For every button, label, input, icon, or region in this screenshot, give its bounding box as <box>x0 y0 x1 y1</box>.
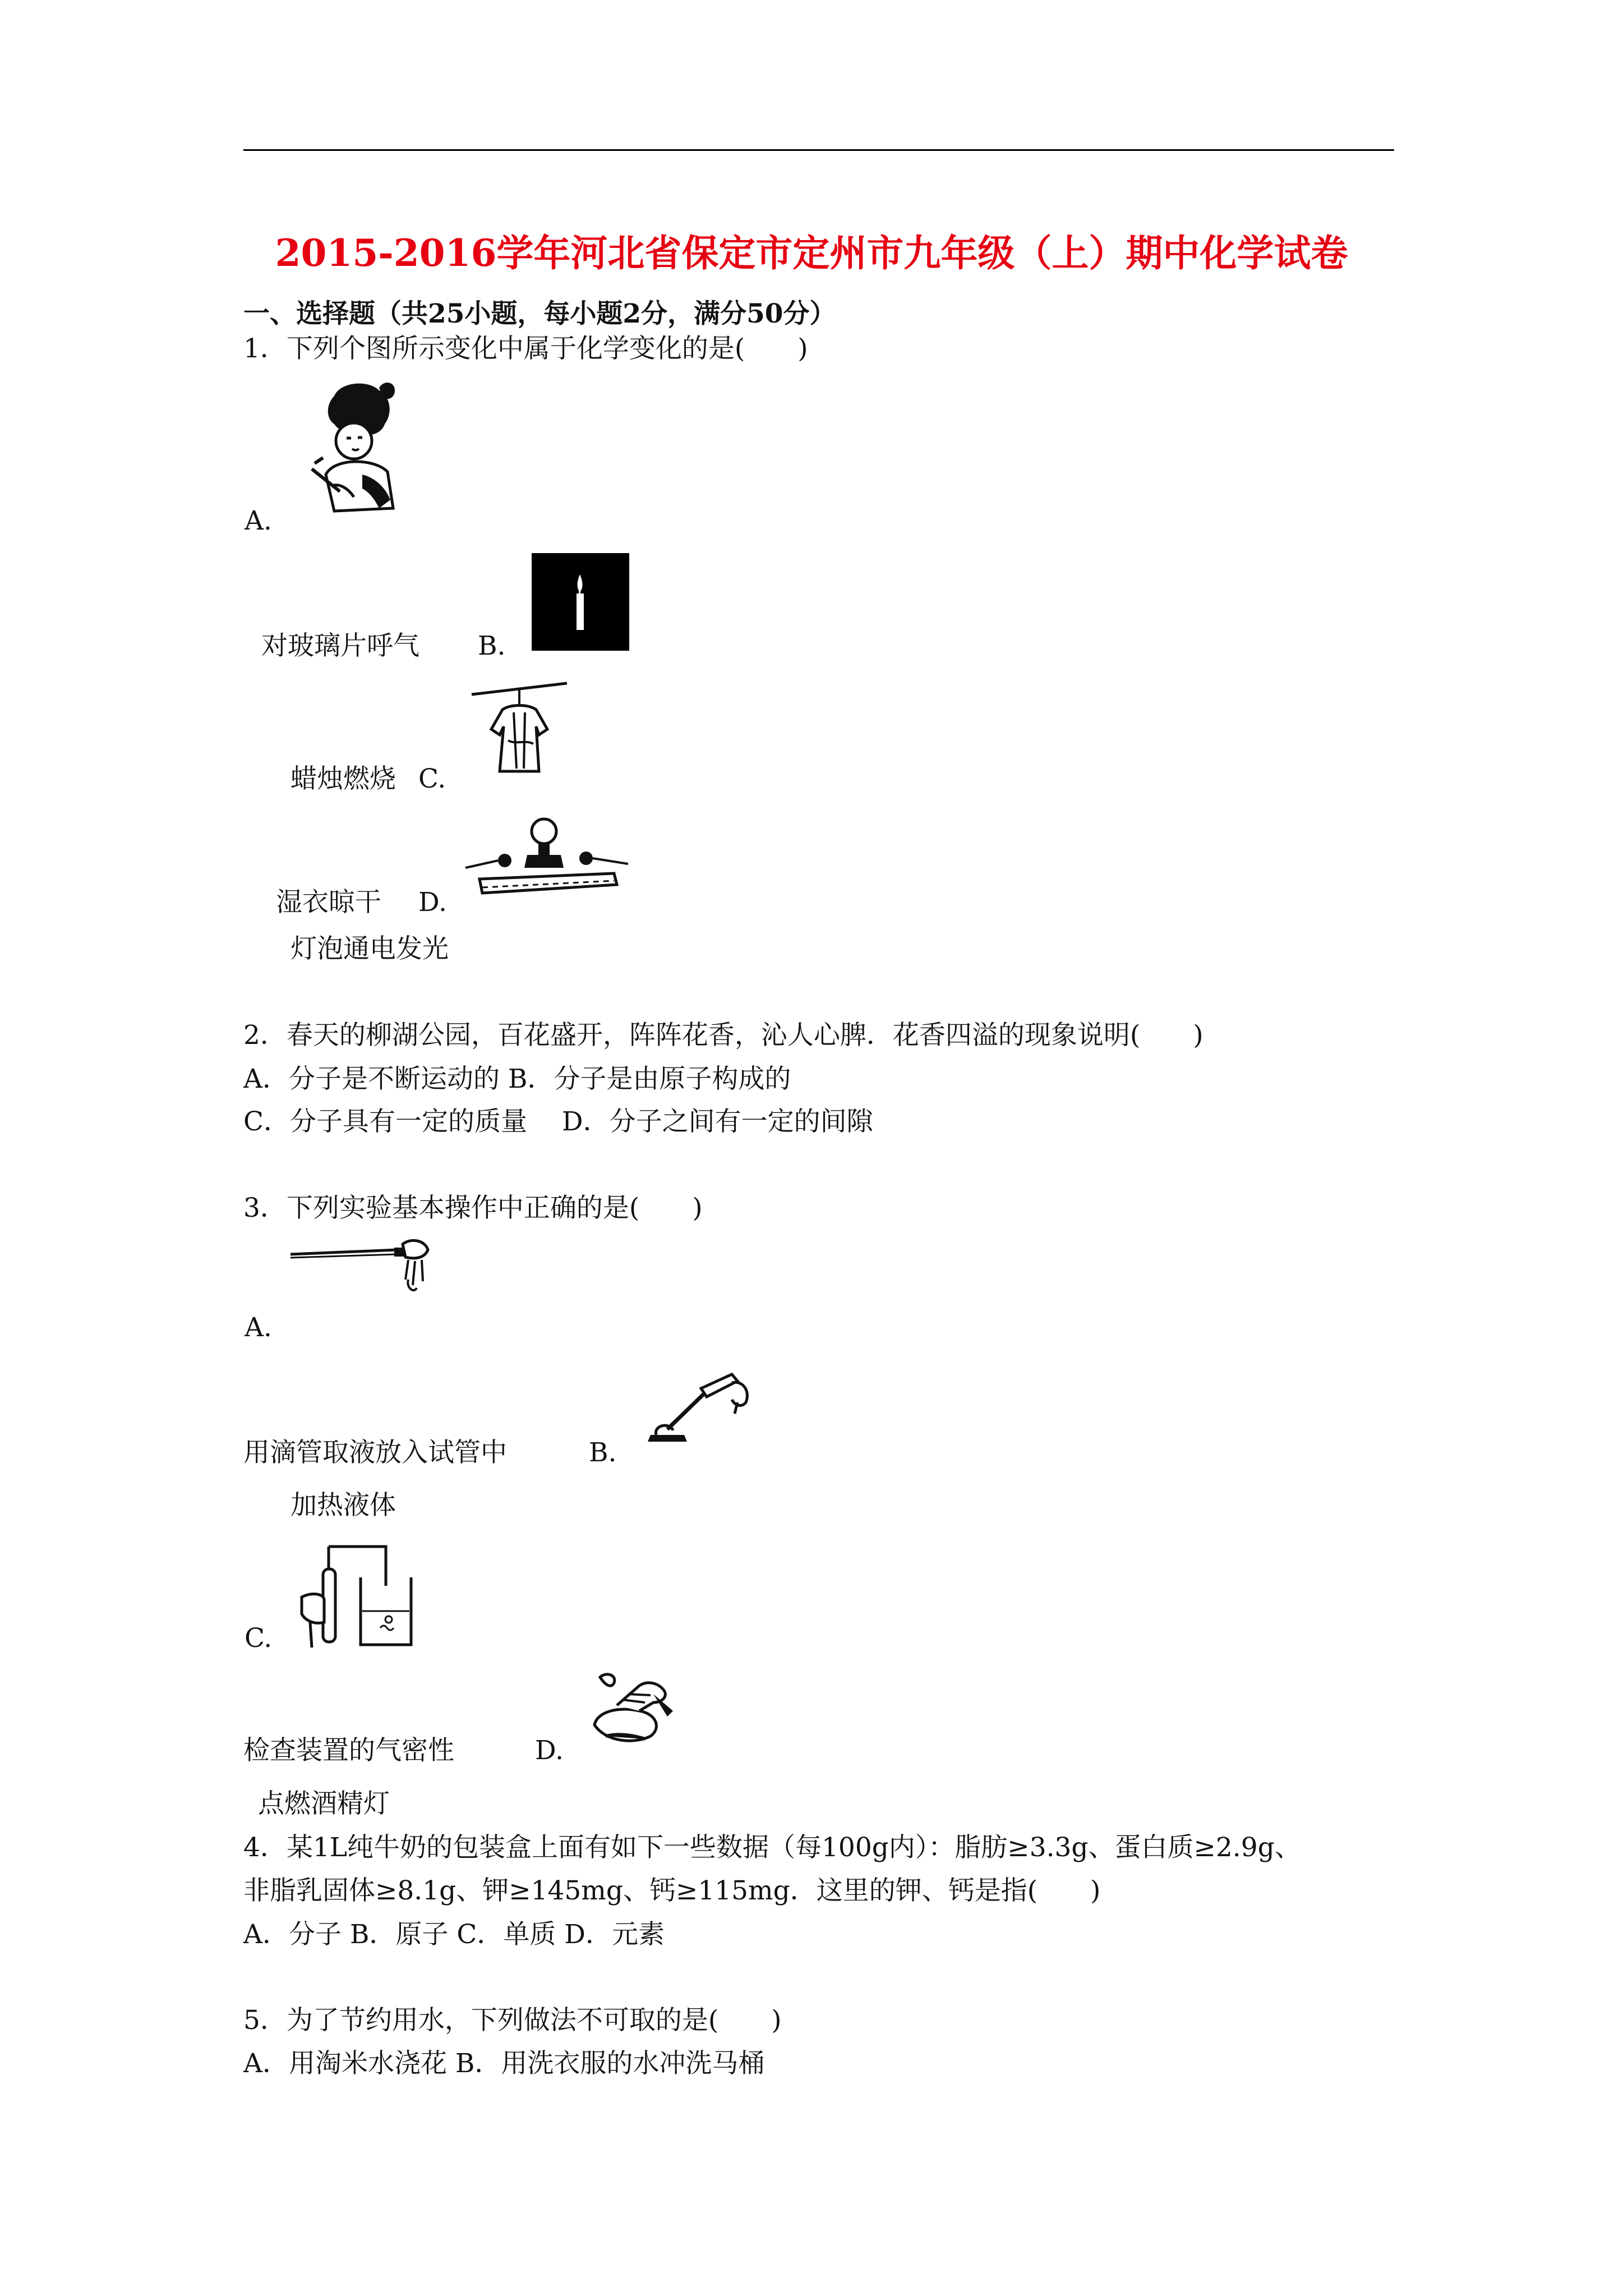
drying-clothes-icon <box>469 679 570 780</box>
q3-stem: 3．下列实验基本操作中正确的是( ) <box>243 1193 703 1223</box>
airtightness-check-icon <box>291 1544 414 1650</box>
q3-option-c-letter: C. <box>245 1623 273 1654</box>
q1-option-a-letter: A. <box>245 505 272 536</box>
heating-liquid-icon <box>639 1369 751 1453</box>
header-rule <box>243 149 1394 151</box>
q3-option-a-letter: A. <box>245 1312 272 1343</box>
girl-breathing-on-glass-icon <box>301 379 396 519</box>
q1-option-b-letter: B. <box>478 631 506 661</box>
q1-option-c-letter: C. <box>418 763 446 794</box>
q1-option-c-caption: 湿衣晾干 <box>276 887 381 918</box>
q1-option-d-letter: D. <box>418 887 447 918</box>
q3-option-d-letter: D. <box>535 1735 564 1766</box>
q2-options-line-2: C．分子具有一定的质量 D．分子之间有一定的间隙 <box>243 1106 873 1137</box>
q3-option-c-caption: 检查装置的气密性 <box>243 1735 454 1766</box>
q5-stem: 5．为了节约用水，下列做法不可取的是( ) <box>243 2005 782 2036</box>
dropper-test-tube-icon <box>291 1237 431 1299</box>
page-title: 2015-2016学年河北省保定市定州市九年级（上）期中化学试卷 <box>275 231 1348 275</box>
burning-candle-icon <box>532 553 629 651</box>
q1-option-a-caption: 对玻璃片呼气 <box>261 631 419 661</box>
lighting-alcohol-lamp-icon <box>583 1672 679 1750</box>
q3-option-b-letter: B. <box>589 1437 617 1468</box>
q2-options-line-1: A．分子是不断运动的 B．分子是由原子构成的 <box>243 1064 791 1094</box>
q4-stem-line-2: 非脂乳固体≥8.1g、钾≥145mg、钙≥115mg．这里的钾、钙是指( ) <box>243 1875 1101 1906</box>
q3-option-b-caption: 加热液体 <box>291 1490 396 1521</box>
q1-option-d-caption: 灯泡通电发光 <box>291 933 449 964</box>
q1-option-b-caption: 蜡烛燃烧 <box>291 763 396 794</box>
q2-stem: 2．春天的柳湖公园，百花盛开，阵阵花香，沁人心脾．花香四溢的现象说明( ) <box>243 1020 1204 1051</box>
light-bulb-circuit-icon <box>465 815 628 899</box>
q4-options-line: A．分子 B．原子 C．单质 D．元素 <box>243 1919 665 1950</box>
q5-options-line: A．用淘米水浇花 B．用洗衣服的水冲洗马桶 <box>243 2048 765 2079</box>
section-heading: 一、选择题（共25小题，每小题2分，满分50分） <box>243 298 836 329</box>
q3-option-d-caption: 点燃酒精灯 <box>258 1788 390 1819</box>
q3-option-a-caption: 用滴管取液放入试管中 <box>243 1437 507 1468</box>
q1-stem: 1．下列个图所示变化中属于化学变化的是( ) <box>243 333 808 364</box>
q4-stem-line-1: 4．某1L纯牛奶的包装盒上面有如下一些数据（每100g内）：脂肪≥3.3g、蛋白质≥2.9g、 <box>243 1832 1301 1863</box>
